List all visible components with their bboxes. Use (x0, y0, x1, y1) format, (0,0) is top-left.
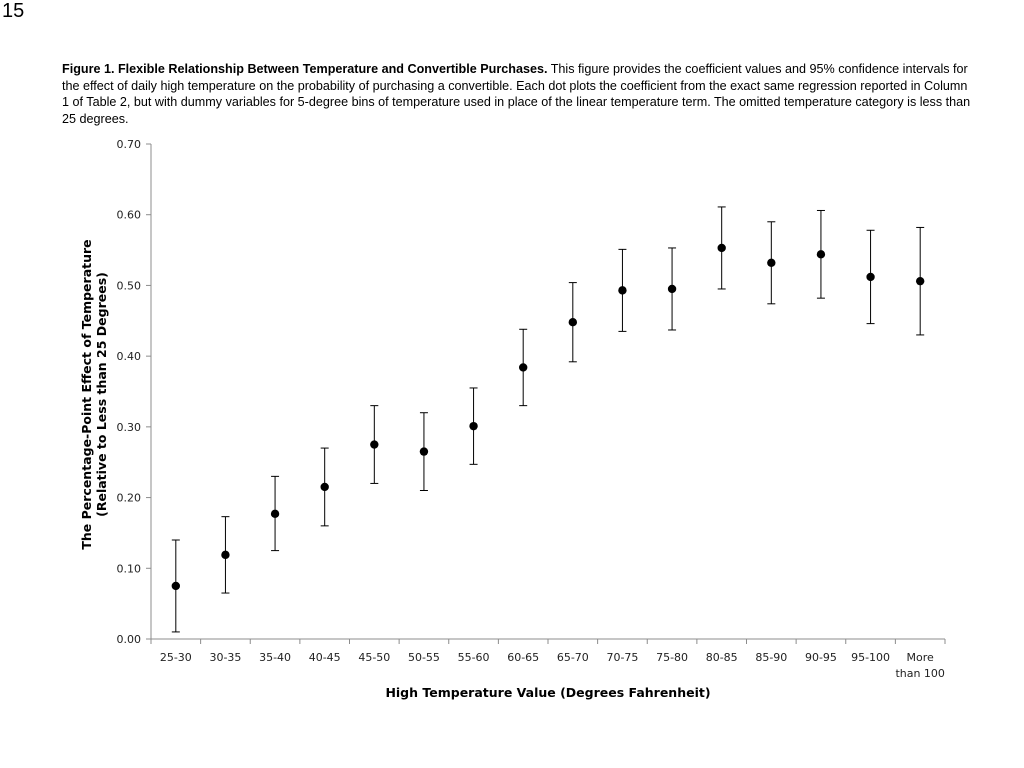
x-tick-label: More than 100 (895, 651, 945, 680)
x-tick-label: 45-50 (358, 651, 391, 664)
y-tick-label: 0.40 (116, 350, 141, 364)
x-tick-label: 50-55 (407, 651, 440, 664)
x-tick-label: 75-80 (656, 651, 689, 664)
y-axis-ticks (117, 138, 152, 646)
data-point (370, 440, 378, 448)
x-tick-label: 65-70 (556, 651, 589, 664)
x-tick-label: 25-30 (159, 651, 192, 664)
page-number: 15 (2, 0, 25, 22)
y-tick-label: 0.70 (116, 138, 141, 151)
x-tick-label: 35-40 (259, 651, 292, 664)
data-point (172, 582, 180, 590)
y-tick-label: 0.00 (116, 633, 141, 646)
x-tick-label: 30-35 (209, 651, 242, 664)
data-point (668, 285, 676, 293)
data-point (717, 244, 725, 252)
data-point (618, 286, 626, 294)
data-point (420, 447, 428, 455)
x-tick-label: 85-90 (755, 651, 788, 664)
data-point (916, 277, 924, 285)
y-axis-title-line1: The Percentage-Point Effect of Temperature (79, 239, 94, 550)
caption-text: This figure provides the coefficient values and 95% confidence intervals for the effect of daily high temperature on the probability of purchasing a convertible. Each dot plots the coefficient from the exact same regression reported in Column 1 of Table 2, but with dummy variables for 5-degree bins of temperature used in place of the linear temperature term. The omitted temperature category is less than 25 degrees. (62, 62, 971, 126)
y-axis-title (79, 239, 109, 549)
axes (151, 144, 945, 639)
error-bars (172, 207, 924, 632)
data-point (271, 510, 279, 518)
x-tick-label: 40-45 (308, 651, 341, 664)
x-axis-title: High Temperature Value (Degrees Fahrenheit) (385, 685, 711, 700)
caption-title: Figure 1. Flexible Relationship Between Temperature and Convertible Purchases. (62, 62, 548, 76)
data-point (320, 483, 328, 491)
data-point (866, 273, 874, 281)
y-tick-label: 0.30 (116, 420, 141, 434)
x-tick-label: 70-75 (606, 651, 639, 664)
x-tick-label: 80-85 (705, 651, 738, 664)
y-tick-label: 0.60 (116, 208, 141, 222)
data-point (569, 318, 577, 326)
data-point (817, 250, 825, 258)
y-axis-title-line2: (Relative to Less than 25 Degrees) (94, 272, 109, 517)
x-tick-label: 60-65 (507, 651, 540, 664)
data-point (221, 551, 229, 559)
x-tick-label: 90-95 (804, 651, 837, 664)
x-axis-ticks (151, 639, 945, 680)
x-tick-label: 55-60 (457, 651, 490, 664)
y-tick-label: 0.50 (116, 279, 141, 293)
data-point (519, 363, 527, 371)
data-point (469, 422, 477, 430)
y-tick-label: 0.20 (116, 491, 141, 505)
y-tick-label: 0.10 (116, 562, 141, 576)
data-point (767, 259, 775, 267)
data-points (172, 244, 925, 590)
x-tick-label: 95-100 (851, 651, 891, 664)
